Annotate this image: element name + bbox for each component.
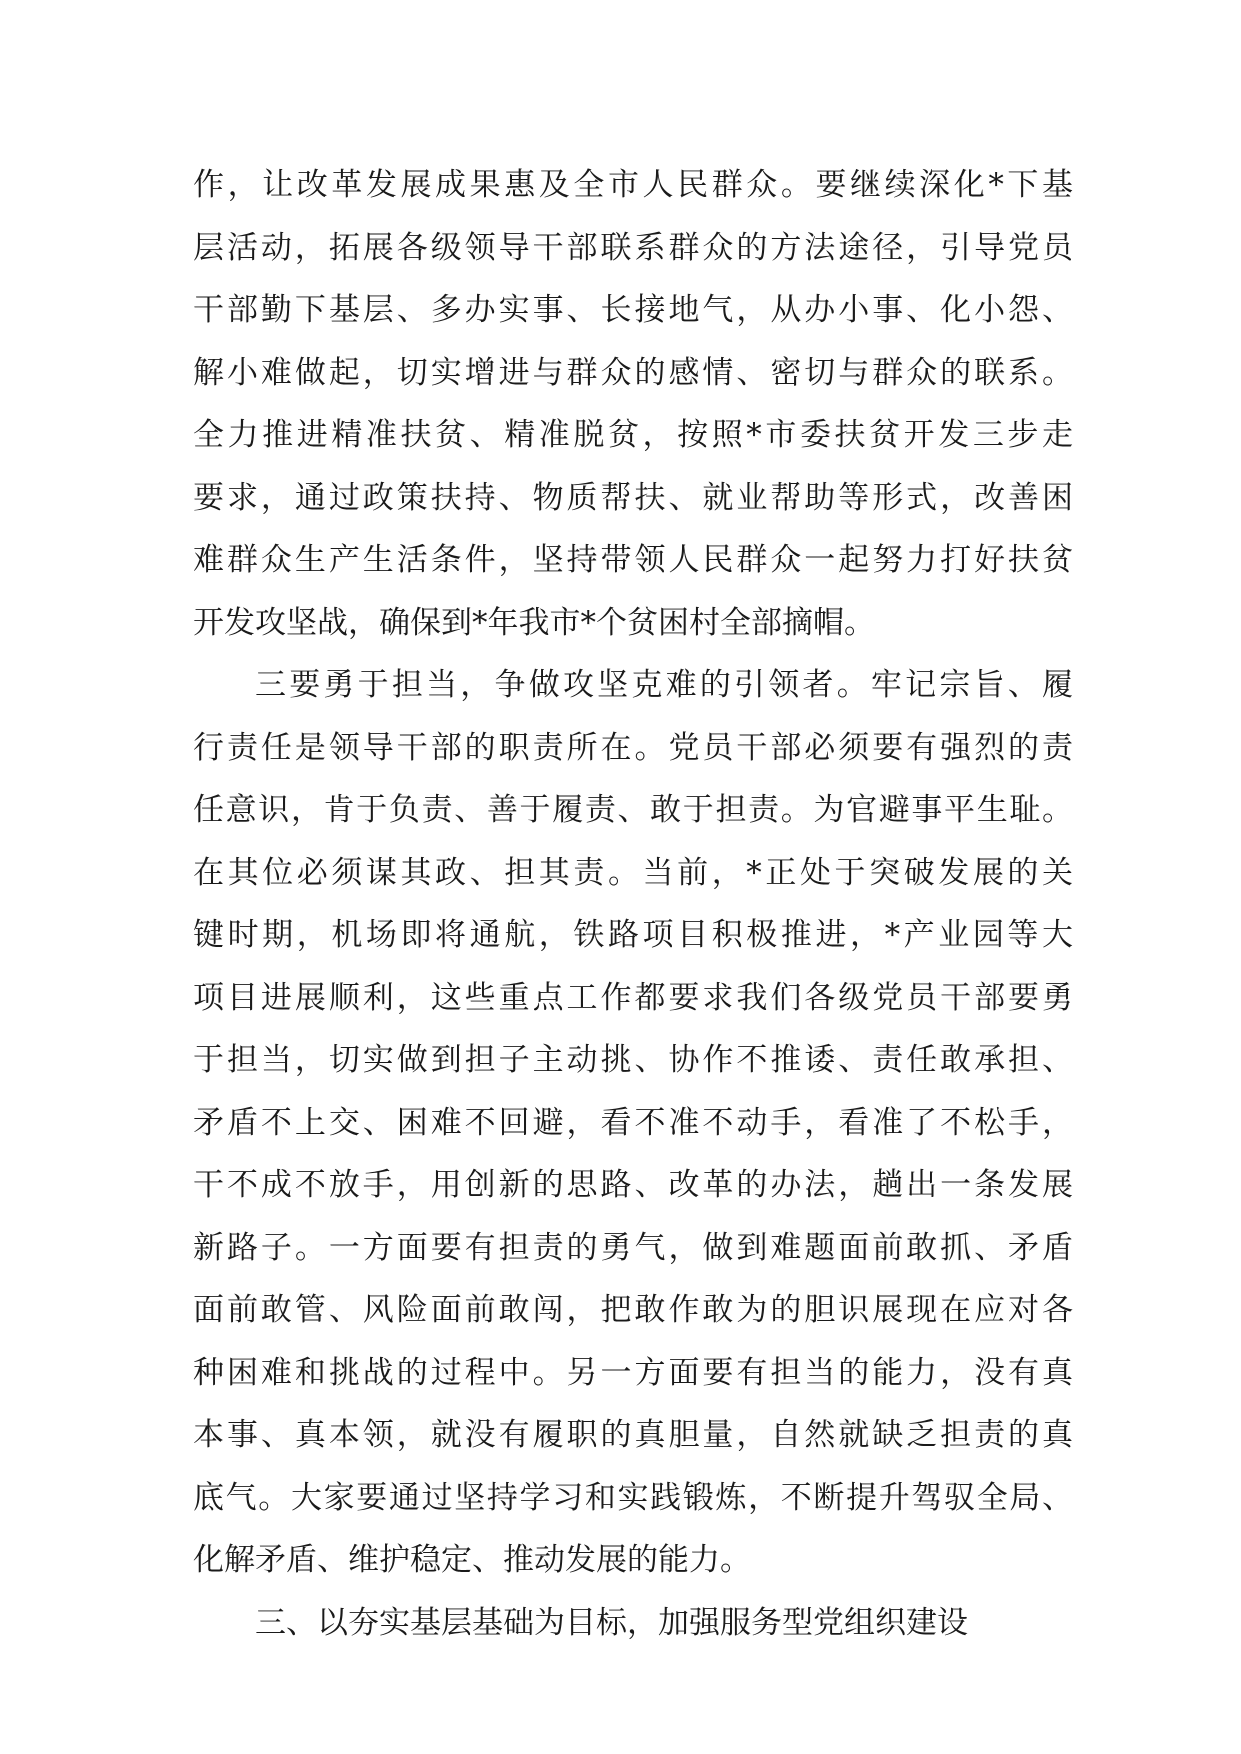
text-line: 全力推进精准扶贫、精准脱贫，按照*市委扶贫开发三步走 — [193, 417, 1073, 453]
paragraph-1 — [193, 154, 1073, 654]
text-line: 开发攻坚战，确保到*年我市*个贫困村全部摘帽。 — [193, 604, 875, 641]
text-line: 干部勤下基层、多办实事、长接地气，从办小事、化小怨、 — [193, 292, 1073, 328]
text-line: 任意识，肯于负责、善于履责、敢于担责。为官避事平生耻。 — [193, 792, 1073, 828]
document-body — [193, 154, 1073, 1654]
section-heading-text: 三、以夯实基层基础为目标，加强服务型党组织建设 — [255, 1604, 968, 1641]
text-line: 行责任是领导干部的职责所在。党员干部必须要有强烈的责 — [193, 729, 1073, 766]
text-line: 要求，通过政策扶持、物质帮扶、就业帮助等形式，改善困 — [193, 479, 1073, 516]
text-line: 本事、真本领，就没有履职的真胆量，自然就缺乏担责的真 — [193, 1417, 1073, 1453]
text-line: 层活动，拓展各级领导干部联系群众的方法途径，引导党员 — [193, 229, 1073, 266]
section-heading — [193, 1592, 1073, 1655]
text-line: 底气。大家要通过坚持学习和实践锻炼，不断提升驾驭全局、 — [193, 1479, 1073, 1516]
text-line: 作，让改革发展成果惠及全市人民群众。要继续深化*下基 — [193, 167, 1073, 203]
text-line: 在其位必须谋其政、担其责。当前，*正处于突破发展的关 — [193, 854, 1073, 891]
text-line: 三要勇于担当，争做攻坚克难的引领者。牢记宗旨、履 — [255, 667, 1073, 703]
text-line: 于担当，切实做到担子主动挑、协作不推诿、责任敢承担、 — [193, 1042, 1073, 1078]
text-line: 项目进展顺利，这些重点工作都要求我们各级党员干部要勇 — [193, 979, 1073, 1016]
text-line: 键时期，机场即将通航，铁路项目积极推进，*产业园等大 — [193, 917, 1073, 953]
text-line: 难群众生产生活条件，坚持带领人民群众一起努力打好扶贫 — [193, 542, 1073, 578]
text-line: 矛盾不上交、困难不回避，看不准不动手，看准了不松手， — [193, 1104, 1073, 1141]
text-line: 种困难和挑战的过程中。另一方面要有担当的能力，没有真 — [193, 1354, 1073, 1391]
text-line: 干不成不放手，用创新的思路、改革的办法，趟出一条发展 — [193, 1167, 1073, 1203]
text-line: 新路子。一方面要有担责的勇气，做到难题面前敢抓、矛盾 — [193, 1229, 1073, 1266]
text-line: 化解矛盾、维护稳定、推动发展的能力。 — [193, 1542, 751, 1578]
text-line: 面前敢管、风险面前敢闯，把敢作敢为的胆识展现在应对各 — [193, 1292, 1073, 1328]
text-line: 解小难做起，切实增进与群众的感情、密切与群众的联系。 — [193, 354, 1073, 391]
paragraph-2 — [193, 654, 1073, 1592]
